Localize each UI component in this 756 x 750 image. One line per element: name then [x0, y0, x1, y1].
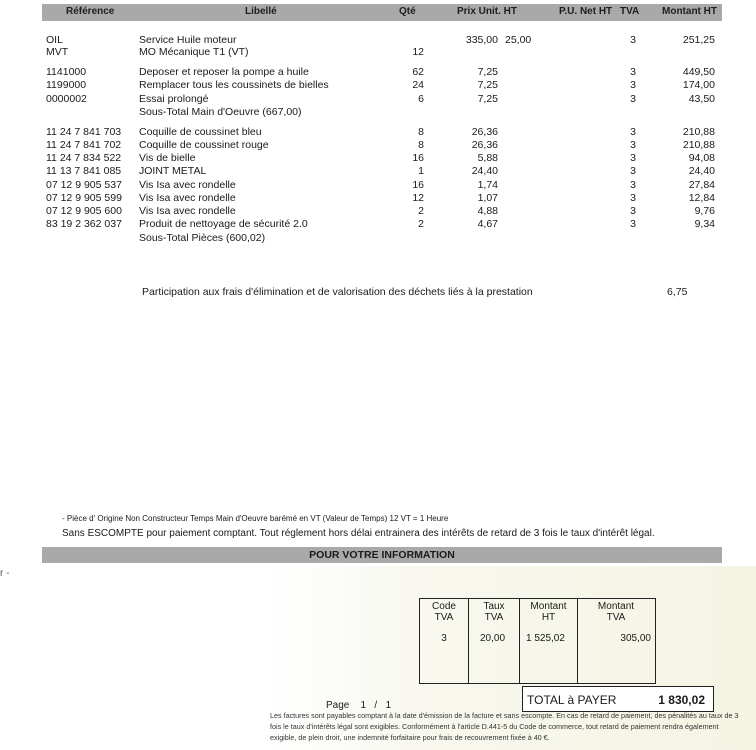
origin-note: - Pièce d' Origine Non Constructeur Temps Main d'Oeuvre barémé en VT (Valeur de Temps) 12 VT = 1 Heure — [62, 514, 449, 523]
line-unit-price: 4,67 — [477, 218, 498, 230]
line-quantity: 62 — [412, 66, 424, 78]
table-row — [0, 218, 756, 231]
line-unit-price: 1,07 — [477, 192, 498, 204]
page-current: 1 — [360, 700, 367, 711]
line-libelle: Remplacer tous les coussinets de bielles — [139, 79, 329, 91]
line-libelle: Vis de bielle — [139, 152, 196, 164]
participation-amount: 6,75 — [667, 286, 688, 298]
line-libelle: Deposer et reposer la pompe a huile — [139, 66, 309, 78]
line-amount: 9,34 — [694, 218, 715, 230]
tva-taux: 20,00 — [480, 633, 506, 644]
line-libelle: Sous-Total Pièces (600,02) — [139, 232, 266, 244]
table-row — [0, 66, 756, 79]
line-tva-code: 3 — [630, 139, 636, 151]
table-row — [0, 93, 756, 106]
line-unit-price: 5,88 — [477, 152, 498, 164]
line-tva-code: 3 — [630, 165, 636, 177]
table-row — [0, 179, 756, 192]
col-libelle: Libellé — [245, 6, 277, 17]
line-libelle: MO Mécanique T1 (VT) — [139, 46, 249, 58]
legal-text: Les factures sont payables comptant à la date d'émission de la facture et sans escompte. En cas de retard de paiement, des pénalités au taux de 3 fois le taux d'intérêts légal sont exigibles. Conformément à l'article D.441-5 du Code de commerce, tout retard de paiement rendra également exigible, de plein droit, une indemnité forfaitaire pour frais de recouvrement fixée à 40 €. — [270, 711, 739, 742]
line-reference: 11 13 7 841 085 — [46, 165, 122, 177]
line-quantity: 16 — [412, 179, 424, 191]
line-tva-code: 3 — [630, 179, 636, 191]
line-libelle: Vis Isa avec rondelle — [139, 205, 236, 217]
line-libelle: Coquille de coussinet bleu — [139, 126, 262, 138]
line-libelle: Coquille de coussinet rouge — [139, 139, 269, 151]
col-reference: Référence — [66, 6, 115, 17]
col-tva: TVA — [620, 6, 640, 17]
line-quantity: 2 — [418, 218, 424, 230]
line-amount: 449,50 — [682, 66, 715, 78]
line-tva-code: 3 — [630, 152, 636, 164]
col-prix-unit: Prix Unit. HT — [457, 6, 518, 17]
line-reference: 1141000 — [46, 66, 87, 78]
margin-mark: r - — [0, 568, 10, 579]
table-row — [0, 106, 756, 119]
line-reference: MVT — [46, 46, 69, 58]
page-label: Page — [326, 700, 350, 711]
line-reference: 07 12 9 905 599 — [46, 192, 122, 204]
tva-head-mht: Montant HT — [530, 601, 567, 623]
line-net-price: 25,00 — [505, 34, 532, 46]
tva-head-mtva: Montant TVA — [597, 601, 635, 623]
line-unit-price: 24,40 — [471, 165, 498, 177]
line-reference: 11 24 7 841 702 — [46, 139, 122, 151]
line-amount: 94,08 — [688, 152, 715, 164]
line-libelle: Produit de nettoyage de sécurité 2.0 — [139, 218, 308, 230]
line-tva-code: 3 — [630, 79, 636, 91]
tva-summary-table — [419, 598, 656, 684]
total-box — [522, 686, 714, 712]
table-row — [0, 79, 756, 92]
line-reference: 11 24 7 834 522 — [46, 152, 122, 164]
line-quantity: 8 — [418, 139, 424, 151]
col-montant: Montant HT — [662, 6, 717, 17]
tva-code: 3 — [441, 633, 447, 644]
table-row — [0, 192, 756, 205]
tva-head-code: Code TVA — [432, 601, 456, 623]
line-libelle: Vis Isa avec rondelle — [139, 179, 236, 191]
line-reference: 11 24 7 841 703 — [46, 126, 122, 138]
line-unit-price: 26,36 — [471, 126, 498, 138]
line-unit-price: 4,88 — [477, 205, 498, 217]
line-reference: 0000002 — [46, 93, 87, 105]
page-total: 1 — [385, 700, 392, 711]
line-quantity: 24 — [412, 79, 424, 91]
col-pu-net: P.U. Net HT — [559, 6, 613, 17]
table-header — [42, 4, 722, 21]
line-quantity: 8 — [418, 126, 424, 138]
line-libelle: Vis Isa avec rondelle — [139, 192, 236, 204]
line-amount: 174,00 — [682, 79, 715, 91]
line-tva-code: 3 — [630, 66, 636, 78]
escompte-note: Sans ESCOMPTE pour paiement comptant. Tout réglement hors délai entrainera des intérêts de retard de 3 fois le taux d'intérêt légal. — [62, 528, 655, 539]
participation-label: Participation aux frais d'élimination et de valorisation des déchets liés à la prestation — [142, 286, 533, 298]
table-row — [0, 139, 756, 152]
line-unit-price: 7,25 — [477, 79, 498, 91]
table-row — [0, 205, 756, 218]
line-tva-code: 3 — [630, 205, 636, 217]
line-reference: 07 12 9 905 537 — [46, 179, 122, 191]
tva-head-taux: Taux TVA — [483, 601, 505, 623]
line-unit-price: 26,36 — [471, 139, 498, 151]
tva-mtva: 305,00 — [620, 633, 651, 644]
line-unit-price: 335,00 — [465, 34, 498, 46]
line-tva-code: 3 — [630, 192, 636, 204]
info-title: POUR VOTRE INFORMATION — [309, 549, 455, 561]
line-unit-price: 7,25 — [477, 93, 498, 105]
line-libelle: Sous-Total Main d'Oeuvre (667,00) — [139, 106, 302, 118]
line-amount: 24,40 — [688, 165, 715, 177]
line-libelle: Essai prolongé — [139, 93, 209, 105]
total-label: TOTAL à PAYER — [527, 693, 617, 707]
line-unit-price: 1,74 — [477, 179, 498, 191]
page-separator: / — [374, 700, 378, 711]
line-quantity: 12 — [412, 46, 424, 58]
total-value: 1 830,02 — [658, 693, 705, 707]
line-libelle: Service Huile moteur — [139, 34, 237, 46]
line-tva-code: 3 — [630, 126, 636, 138]
table-row — [0, 46, 756, 59]
line-amount: 43,50 — [688, 93, 715, 105]
line-tva-code: 3 — [630, 218, 636, 230]
table-row — [0, 165, 756, 178]
line-amount: 9,76 — [694, 205, 715, 217]
line-reference: OIL — [46, 34, 63, 46]
table-row — [0, 152, 756, 165]
line-amount: 27,84 — [688, 179, 715, 191]
line-reference: 83 19 2 362 037 — [46, 218, 122, 230]
line-quantity: 2 — [418, 205, 424, 217]
col-qte: Qté — [399, 6, 416, 17]
line-amount: 12,84 — [688, 192, 715, 204]
line-unit-price: 7,25 — [477, 66, 498, 78]
line-reference: 1199000 — [46, 79, 87, 91]
info-bar — [42, 547, 722, 563]
table-row — [0, 232, 756, 245]
line-quantity: 6 — [418, 93, 424, 105]
line-amount: 210,88 — [682, 139, 715, 151]
line-reference: 07 12 9 905 600 — [46, 205, 122, 217]
tva-mht: 1 525,02 — [526, 633, 565, 644]
table-row — [0, 126, 756, 139]
line-tva-code: 3 — [630, 34, 636, 46]
line-amount: 251,25 — [682, 34, 715, 46]
line-amount: 210,88 — [682, 126, 715, 138]
line-quantity: 1 — [418, 165, 424, 177]
line-quantity: 12 — [412, 192, 424, 204]
line-quantity: 16 — [412, 152, 424, 164]
line-libelle: JOINT METAL — [139, 165, 207, 177]
line-tva-code: 3 — [630, 93, 636, 105]
